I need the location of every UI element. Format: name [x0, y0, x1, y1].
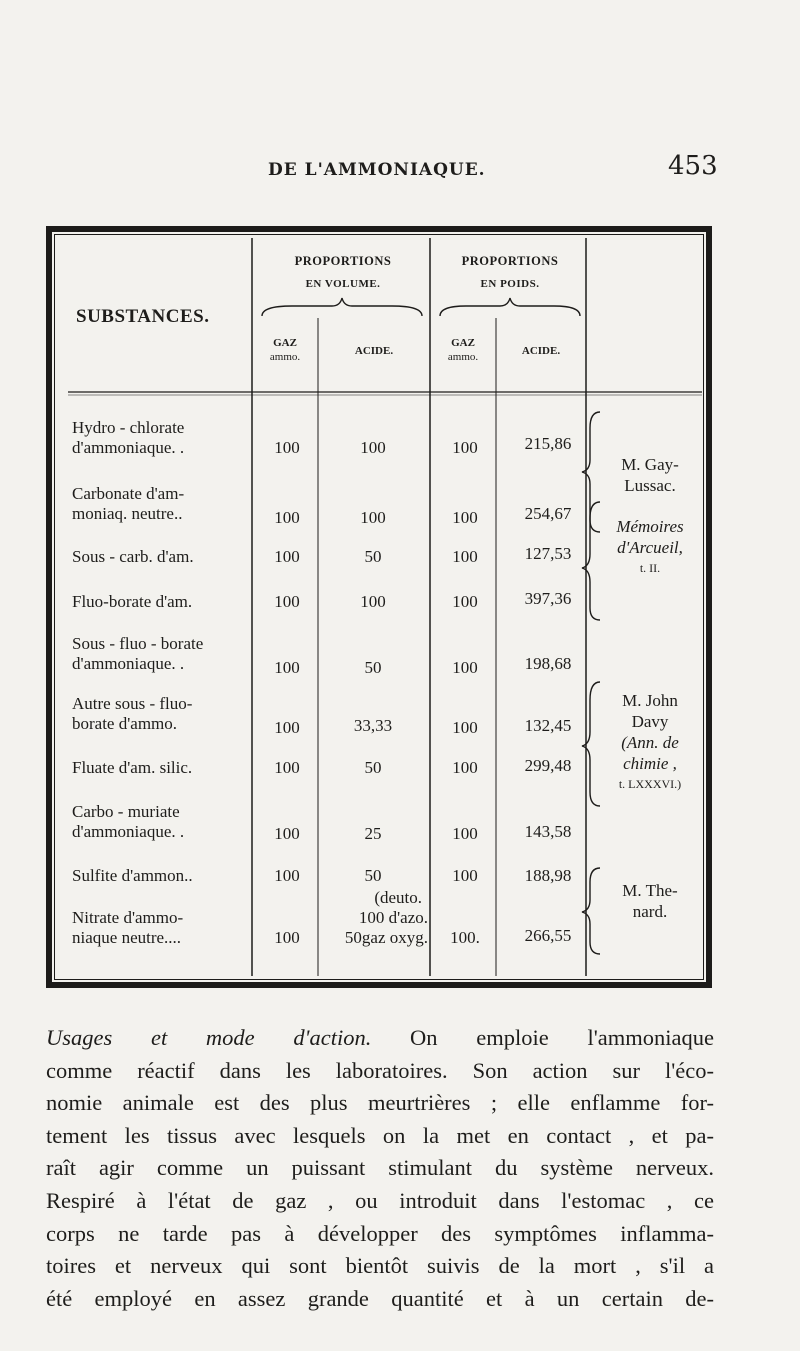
body-line: corps ne tarde pas à développer des symptômes inflamma- [46, 1220, 714, 1246]
row-gaz-volume: 100 [274, 718, 300, 737]
body-paragraph [46, 1022, 714, 1315]
row-substance: Fluate d'am. silic. [72, 758, 193, 777]
row-substance: Sulfite d'ammon.. [72, 866, 193, 885]
row-acide-weight: 127,53 [524, 544, 572, 563]
row-acide-volume: 25 [364, 824, 382, 843]
section-heading: Usages et mode d'action. [46, 1025, 372, 1050]
row-gaz-volume: 100 [274, 758, 300, 777]
row-gaz-weight: 100 [452, 658, 478, 677]
subheader-gaz-2-a: GAZ [451, 337, 475, 349]
header-volume-line2: EN VOLUME. [305, 278, 381, 290]
row-substance: Carbo - muriate d'ammoniaque. . [72, 802, 185, 841]
row-acide-volume: 100 [360, 508, 386, 527]
page-number: 453 [668, 151, 718, 181]
row-substance: Nitrate d'ammo- niaque neutre.... [72, 908, 184, 947]
row-gaz-weight: 100. [450, 928, 480, 947]
row-gaz-weight: 100 [452, 758, 478, 777]
row-gaz-weight: 100 [452, 718, 478, 737]
row-acide-weight: 143,58 [524, 822, 572, 841]
row-acide-weight: 266,55 [524, 926, 572, 945]
row-substance: Hydro - chlorate d'ammoniaque. . [72, 418, 185, 457]
row-acide-volume: (deuto. 100 d'azo. 50gaz oxyg. [344, 888, 428, 947]
body-line: été employé en assez grande quantité et à un certain de- [46, 1285, 714, 1311]
body-line: nomie animale est des plus meurtrières ; elle enflamme for- [46, 1090, 714, 1116]
row-gaz-volume: 100 [274, 928, 300, 947]
row-gaz-weight: 100 [452, 508, 478, 527]
running-head: DE L'AMMONIAQUE. [268, 160, 486, 180]
header-substances: SUBSTANCES. [76, 306, 210, 327]
body-line: comme réactif dans les laboratoires. Son action sur l'éco- [46, 1057, 714, 1083]
row-gaz-weight: 100 [452, 866, 478, 885]
row-acide-weight: 198,68 [524, 654, 572, 673]
row-acide-volume: 100 [360, 438, 386, 457]
row-substance: Autre sous - fluo- borate d'ammo. [72, 694, 193, 733]
row-acide-weight: 132,45 [524, 716, 572, 735]
row-gaz-volume: 100 [274, 508, 300, 527]
body-line: toires et nerveux qui sont bientôt suivis de la mort , s'il a [46, 1253, 714, 1279]
row-gaz-weight: 100 [452, 438, 478, 457]
row-gaz-volume: 100 [274, 658, 300, 677]
subheader-gaz-1-a: GAZ [273, 337, 297, 349]
row-gaz-volume: 100 [274, 866, 300, 885]
row-substance: Sous - fluo - borate d'ammoniaque. . [72, 634, 204, 673]
body-line: Respiré à l'état de gaz , ou introduit dans l'estomac , ce [46, 1187, 714, 1213]
row-gaz-volume: 100 [274, 438, 300, 457]
row-acide-volume: 33,33 [353, 716, 393, 735]
row-acide-weight: 188,98 [524, 866, 572, 885]
row-acide-weight: 215,86 [524, 434, 572, 453]
row-gaz-weight: 100 [452, 547, 478, 566]
header-weight-line2: EN POIDS. [480, 278, 540, 290]
subheader-acide-1: ACIDE. [354, 345, 394, 357]
row-gaz-volume: 100 [274, 547, 300, 566]
authority-thenard: M. The- nard. [622, 881, 678, 921]
body-line: raît agir comme un puissant stimulant du système nerveux. [46, 1155, 714, 1181]
subheader-gaz-1 [252, 336, 318, 364]
row-acide-weight: 397,36 [524, 589, 572, 608]
row-gaz-weight: 100 [452, 592, 478, 611]
row-acide-volume: 50 [364, 547, 382, 566]
authority-memoires: Mémoires d'Arcueil, t. II. [616, 517, 684, 575]
proportions-table [46, 226, 712, 988]
row-acide-volume: 50 [364, 866, 382, 885]
header-weight-line1: PROPORTIONS [461, 254, 559, 268]
row-acide-volume: 100 [360, 592, 386, 611]
row-substance: Sous - carb. d'am. [72, 547, 194, 566]
row-gaz-weight: 100 [452, 824, 478, 843]
body-line: Usages et mode d'action. On emploie l'ammoniaque [46, 1025, 714, 1050]
row-acide-volume: 50 [364, 758, 382, 777]
body-line: tement les tissus avec lesquels on la met en contact , et pa- [46, 1122, 714, 1148]
header-volume-line1: PROPORTIONS [294, 254, 392, 268]
subheader-gaz-2-b: ammo. [447, 351, 479, 363]
subheader-gaz-2 [430, 336, 496, 364]
subheader-gaz-1-b: ammo. [269, 351, 301, 363]
row-substance: Carbonate d'am- moniaq. neutre.. [72, 484, 185, 523]
row-substance: Fluo-borate d'am. [72, 592, 193, 611]
subheader-acide-2: ACIDE. [521, 345, 561, 357]
row-gaz-volume: 100 [274, 592, 300, 611]
authority-davy: M. John Davy (Ann. de chimie , t. LXXXVI.) [618, 691, 682, 791]
authority-gay-lussac: M. Gay- Lussac. [621, 455, 679, 495]
row-acide-weight: 254,67 [524, 504, 572, 523]
row-acide-volume: 50 [364, 658, 382, 677]
row-gaz-volume: 100 [274, 824, 300, 843]
row-acide-weight: 299,48 [524, 756, 572, 775]
